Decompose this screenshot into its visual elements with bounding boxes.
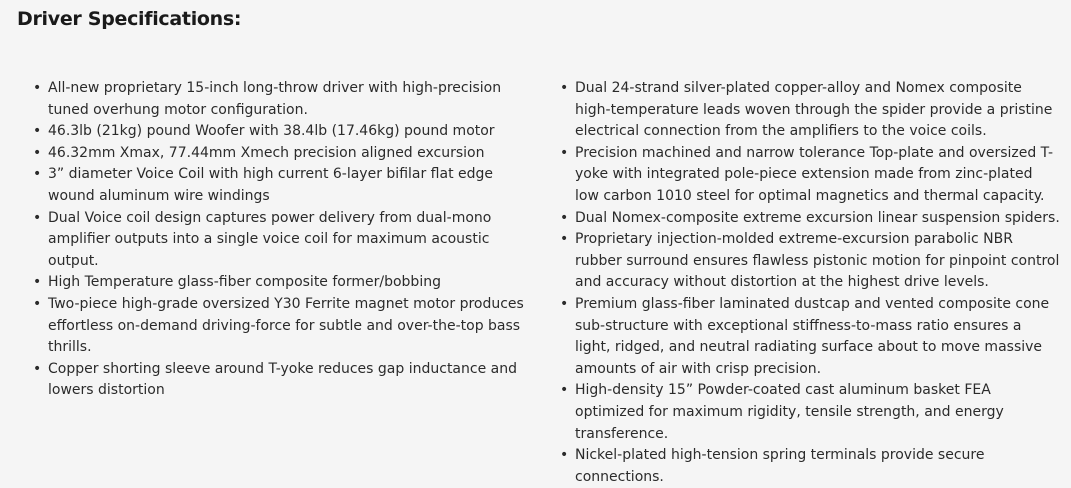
bullet-icon: • — [33, 144, 42, 161]
spec-text: Dual 24-strand silver-plated copper-alloy and Nomex composite high-temperature leads woven through the spider provide a pristine electrical connection from the amplifiers to the voice coils. — [575, 80, 1053, 140]
bullet-icon: • — [560, 80, 569, 96]
spec-text: High Temperature glass-fiber composite former/bobbing — [48, 274, 441, 291]
bullet-icon: • — [560, 382, 569, 399]
spec-item — [33, 294, 543, 359]
spec-item — [33, 272, 543, 294]
bullet-icon: • — [33, 360, 42, 377]
spec-text: 46.3lb (21kg) pound Woofer with 38.4lb (17.46kg) pound motor — [48, 123, 495, 140]
section-heading: Driver Specifications: — [17, 8, 242, 30]
spec-text: 3” diameter Voice Coil with high current 6-layer bifilar flat edge wound aluminum wire windings — [48, 166, 494, 204]
bullet-icon: • — [33, 166, 42, 183]
spec-text: Nickel-plated high-tension spring terminals provide secure connections. — [575, 447, 985, 485]
spec-item — [560, 78, 1060, 143]
bullet-icon: • — [560, 231, 569, 248]
spec-text: High-density 15” Powder-coated cast aluminum basket FEA optimized for maximum rigidity, tensile strength, and energy transference. — [575, 382, 1004, 442]
spec-item — [33, 164, 543, 207]
spec-text: 46.32mm Xmax, 77.44mm Xmech precision aligned excursion — [48, 144, 485, 161]
bullet-icon: • — [33, 123, 42, 140]
spec-item — [560, 208, 1060, 230]
spec-item — [33, 143, 543, 165]
spec-item — [33, 121, 543, 143]
spec-item — [560, 229, 1060, 294]
spec-item — [560, 380, 1060, 445]
spec-item — [560, 445, 1060, 488]
spec-item — [33, 78, 543, 121]
spec-text: Precision machined and narrow tolerance Top-plate and oversized T-yoke with integrated pole-piece extension made from zinc-plated low carbon 1010 steel for optimal magnetics and thermal capacity. — [575, 144, 1054, 204]
bullet-icon: • — [33, 209, 42, 226]
bullet-icon: • — [560, 295, 569, 312]
bullet-icon: • — [560, 209, 569, 226]
spec-list-left — [33, 78, 543, 402]
spec-item — [33, 359, 543, 402]
spec-item — [560, 294, 1060, 380]
bullet-icon: • — [33, 295, 42, 312]
spec-text: Two-piece high-grade oversized Y30 Ferrite magnet motor produces effortless on-demand driving-force for subtle and over-the-top bass thrills. — [48, 295, 524, 356]
spec-text: Dual Nomex-composite extreme excursion linear suspension spiders. — [575, 209, 1060, 226]
bullet-icon: • — [560, 144, 569, 161]
spec-list-right — [560, 78, 1060, 488]
spec-text: Dual Voice coil design captures power delivery from dual-mono amplifier outputs into a single voice coil for maximum acoustic output. — [48, 209, 492, 269]
bullet-icon: • — [33, 80, 42, 96]
spec-text: All-new proprietary 15-inch long-throw driver with high-precision tuned overhung motor configuration. — [48, 80, 502, 118]
bullet-icon: • — [33, 274, 42, 291]
spec-text: Premium glass-fiber laminated dustcap and vented composite cone sub-structure with exceptional stiffness-to-mass ratio ensures a light, ridged, and neutral radiating surface about to move massive amounts of air with crisp precision. — [575, 295, 1050, 377]
spec-item — [560, 143, 1060, 208]
bullet-icon: • — [560, 447, 569, 464]
spec-item — [33, 208, 543, 273]
spec-text: Proprietary injection-molded extreme-excursion parabolic NBR rubber surround ensures flawless pistonic motion for pinpoint control and accuracy without distortion at the highest drive levels. — [575, 231, 1060, 291]
spec-text: Copper shorting sleeve around T-yoke reduces gap inductance and lowers distortion — [48, 360, 517, 399]
